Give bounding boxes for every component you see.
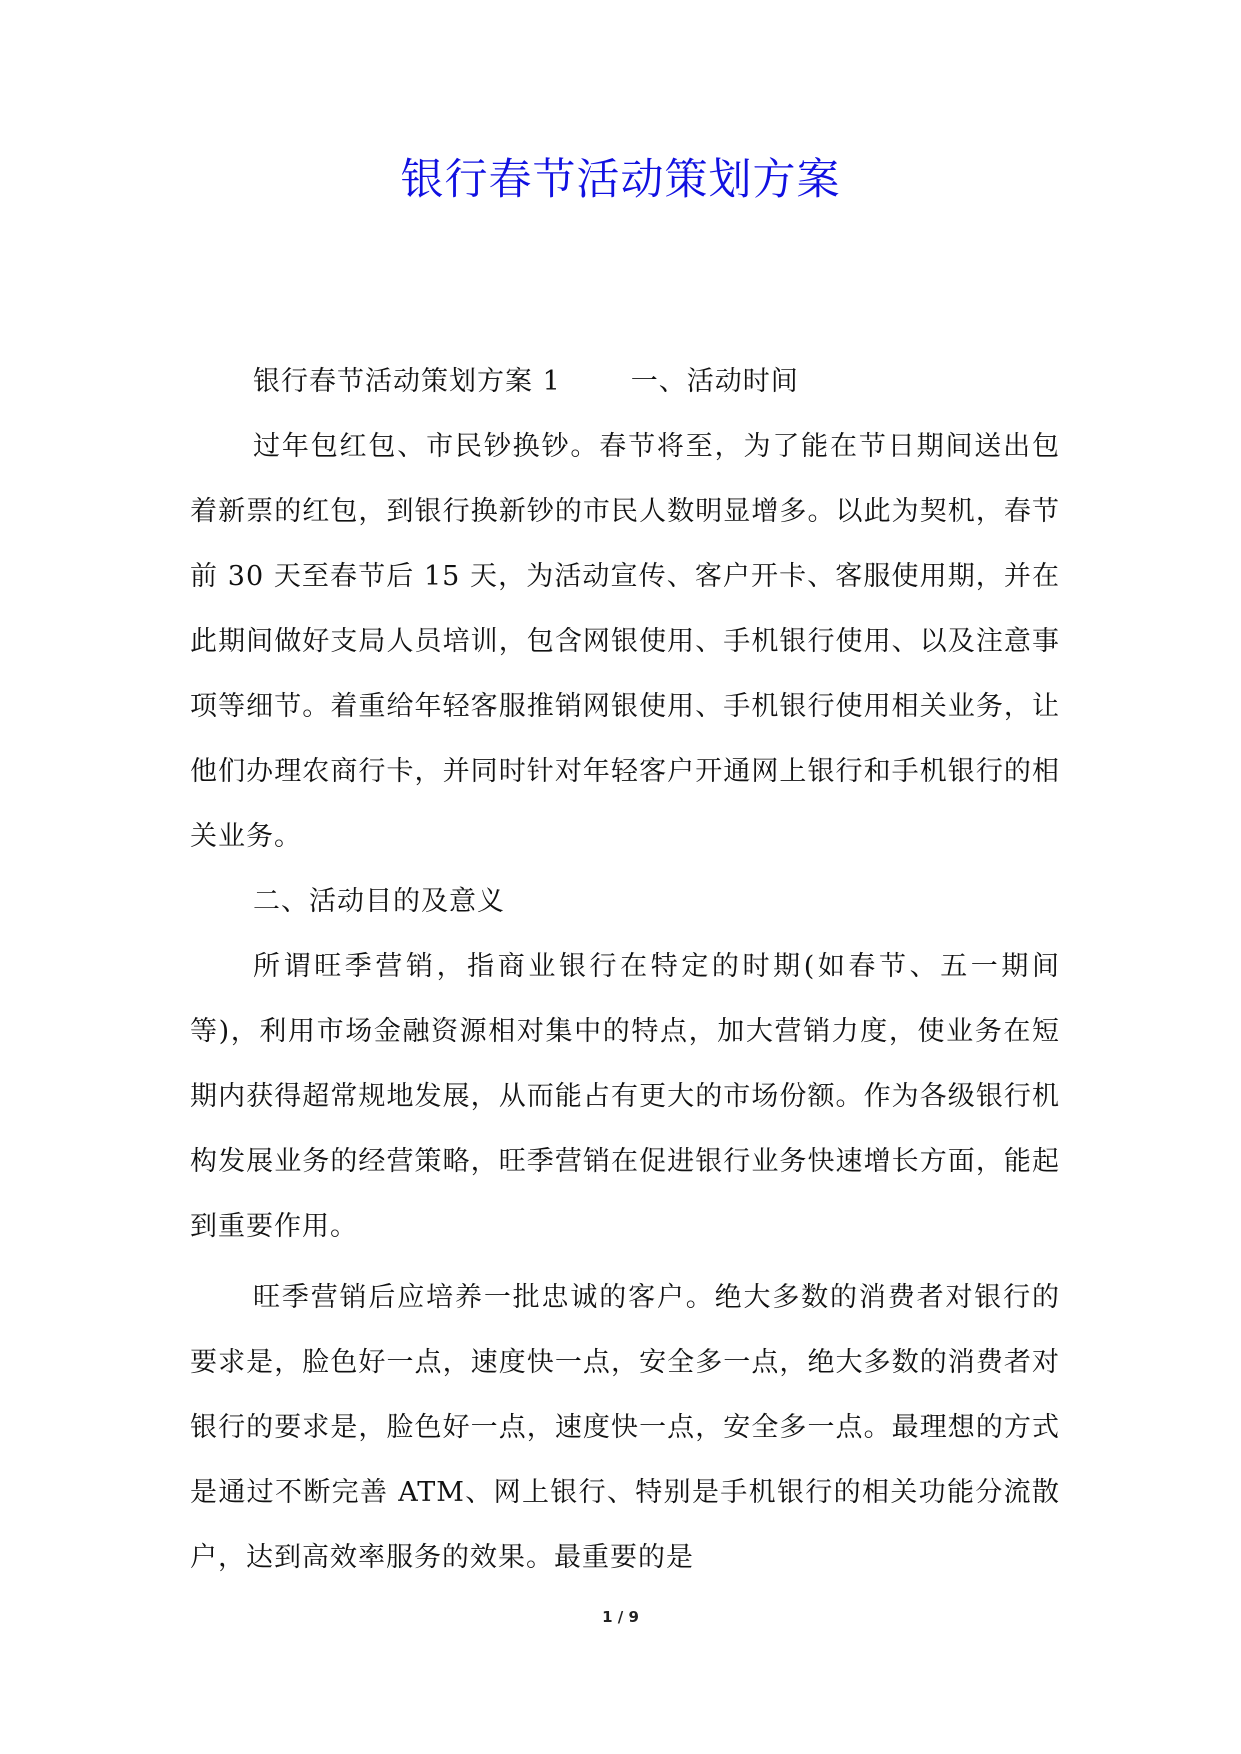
paragraph-peak-season-marketing: 所谓旺季营销，指商业银行在特定的时期(如春节、五一期间等)，利用市场金融资源相对集中的特点，加大营销力度，使业务在短期内获得超常规地发展，从而能占有更大的市场份额。作为各级银行机构发展业务的经营策略，旺季营销在促进银行业务快速增长方面，能起到重要作用。 (190, 951, 1060, 1242)
document-body (190, 349, 1060, 1590)
paragraph-section-intro (190, 349, 1060, 414)
document-title: 银行春节活动策划方案 (400, 155, 841, 205)
paragraph-loyal-customers: 旺季营销后应培养一批忠诚的客户。绝大多数的消费者对银行的要求是，脸色好一点，速度快一点，安全多一点，绝大多数的消费者对银行的要求是，脸色好一点，速度快一点，安全多一点。最理想的方式是通过不断完善 ATM、网上银行、特别是手机银行的相关功能分流散户，达到高效率服务的效果。最重要的是 (190, 1282, 1060, 1573)
page-number: 1 / 9 (602, 1608, 639, 1626)
paragraph-activity-time: 过年包红包、市民钞换钞。春节将至，为了能在节日期间送出包着新票的红包，到银行换新钞的市民人数明显增多。以此为契机，春节前 30 天至春节后 15 天，为活动宣传、客户开卡、客服使用期，并在此期间做好支局人员培训，包含网银使用、手机银行使用、以及注意事项等细节。着重给年轻客服推销网银使用、手机银行使用相关业务，让他们办理农商行卡，并同时针对年轻客户开通网上银行和手机银行的相关业务。 (190, 431, 1060, 852)
section-heading-activity-time: 一、活动时间 (630, 366, 799, 397)
section-heading-purpose: 二、活动目的及意义 (253, 886, 505, 917)
section-intro-text: 银行春节活动策划方案 1 (253, 366, 561, 397)
